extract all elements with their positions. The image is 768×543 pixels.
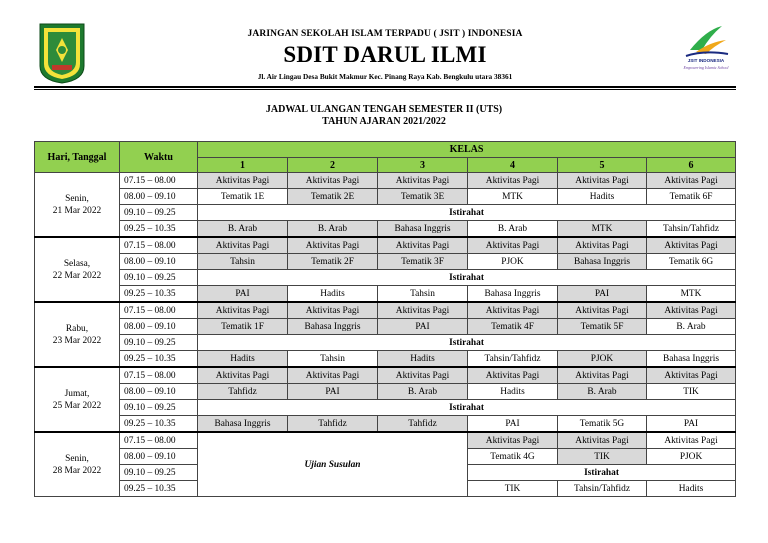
subject-cell: Aktivitas Pagi bbox=[378, 237, 468, 254]
time-cell: 08.00 – 09.10 bbox=[120, 449, 198, 465]
subject-cell: B. Arab bbox=[468, 221, 558, 238]
table-row bbox=[35, 205, 736, 221]
table-row bbox=[35, 400, 736, 416]
subject-cell: Tematik 5G bbox=[558, 416, 647, 433]
col-header-class-4: 4 bbox=[468, 158, 558, 173]
table-row bbox=[35, 173, 736, 189]
jsit-brand-text: JSIT INDONESIA bbox=[687, 58, 725, 63]
table-row bbox=[35, 221, 736, 238]
subject-cell: Aktivitas Pagi bbox=[647, 237, 736, 254]
subject-cell: Tematik 6G bbox=[647, 254, 736, 270]
letterhead bbox=[0, 0, 768, 100]
time-cell: 09.25 – 10.35 bbox=[120, 416, 198, 433]
title-line-1: JADWAL ULANGAN TENGAH SEMESTER II (UTS) bbox=[265, 104, 503, 115]
subject-cell: Aktivitas Pagi bbox=[378, 367, 468, 384]
subject-cell: PAI bbox=[288, 384, 378, 400]
subject-cell: Aktivitas Pagi bbox=[288, 367, 378, 384]
subject-cell: PAI bbox=[558, 286, 647, 303]
table-row bbox=[35, 189, 736, 205]
table-row bbox=[35, 286, 736, 303]
subject-cell: Tahfidz bbox=[198, 384, 288, 400]
day-date-cell bbox=[35, 173, 120, 238]
time-cell: 08.00 – 09.10 bbox=[120, 319, 198, 335]
time-cell: 09.25 – 10.35 bbox=[120, 286, 198, 303]
subject-cell: Aktivitas Pagi bbox=[198, 237, 288, 254]
subject-cell: TIK bbox=[647, 384, 736, 400]
day-date-line: Jumat, bbox=[64, 388, 90, 399]
time-cell: 07.15 – 08.00 bbox=[120, 173, 198, 189]
subject-cell: Aktivitas Pagi bbox=[378, 302, 468, 319]
jsit-tagline: Empowering Islamic School bbox=[683, 65, 729, 70]
subject-cell: Bahasa Inggris bbox=[468, 286, 558, 303]
table-row bbox=[35, 384, 736, 400]
subject-cell: B. Arab bbox=[378, 384, 468, 400]
day-date-line: Selasa, bbox=[63, 258, 91, 269]
subject-cell: Aktivitas Pagi bbox=[558, 432, 647, 449]
subject-cell: TIK bbox=[468, 481, 558, 497]
subject-cell: Tematik 5F bbox=[558, 319, 647, 335]
subject-cell: Aktivitas Pagi bbox=[647, 173, 736, 189]
subject-cell: Bahasa Inggris bbox=[378, 221, 468, 238]
time-cell: 07.15 – 08.00 bbox=[120, 432, 198, 449]
subject-cell: Tematik 3E bbox=[378, 189, 468, 205]
time-cell: 08.00 – 09.10 bbox=[120, 384, 198, 400]
col-header-class-3: 3 bbox=[378, 158, 468, 173]
subject-cell: Tematik 1E bbox=[198, 189, 288, 205]
document-title bbox=[184, 104, 584, 128]
jsit-swoosh-icon bbox=[676, 20, 736, 60]
time-cell: 09.10 – 09.25 bbox=[120, 270, 198, 286]
day-date-cell bbox=[35, 302, 120, 367]
istirahat-cell: Istirahat bbox=[198, 205, 736, 221]
header-rule-thin bbox=[34, 89, 736, 90]
subject-cell: Aktivitas Pagi bbox=[647, 367, 736, 384]
istirahat-cell: Istirahat bbox=[198, 335, 736, 351]
day-date-line: 23 Mar 2022 bbox=[52, 335, 102, 346]
col-header-time: Waktu bbox=[120, 142, 198, 173]
day-date-cell bbox=[35, 367, 120, 432]
table-row bbox=[35, 432, 736, 449]
subject-cell: Bahasa Inggris bbox=[558, 254, 647, 270]
col-header-kelas: KELAS bbox=[198, 142, 736, 158]
subject-cell: Aktivitas Pagi bbox=[468, 302, 558, 319]
subject-cell: Aktivitas Pagi bbox=[288, 173, 378, 189]
day-date-cell bbox=[35, 432, 120, 497]
time-cell: 09.10 – 09.25 bbox=[120, 205, 198, 221]
jsit-logo bbox=[676, 20, 736, 78]
table-row bbox=[35, 367, 736, 384]
ujian-susulan-cell: Ujian Susulan bbox=[198, 432, 468, 497]
subject-cell: Aktivitas Pagi bbox=[468, 173, 558, 189]
day-date-line: 28 Mar 2022 bbox=[52, 465, 102, 476]
time-cell: 09.10 – 09.25 bbox=[120, 465, 198, 481]
subject-cell: Tahsin bbox=[198, 254, 288, 270]
subject-cell: Tematik 6F bbox=[647, 189, 736, 205]
subject-cell: Aktivitas Pagi bbox=[198, 302, 288, 319]
day-date-line: Rabu, bbox=[65, 323, 89, 334]
subject-cell: Tahsin/Tahfidz bbox=[558, 481, 647, 497]
day-date-line: 21 Mar 2022 bbox=[52, 205, 102, 216]
time-cell: 09.10 – 09.25 bbox=[120, 335, 198, 351]
subject-cell: PAI bbox=[647, 416, 736, 433]
time-cell: 07.15 – 08.00 bbox=[120, 237, 198, 254]
subject-cell: Aktivitas Pagi bbox=[558, 302, 647, 319]
table-row bbox=[35, 237, 736, 254]
subject-cell: Tahsin bbox=[288, 351, 378, 368]
istirahat-cell: Istirahat bbox=[198, 400, 736, 416]
day-date-line: Senin, bbox=[65, 453, 89, 464]
subject-cell: Aktivitas Pagi bbox=[558, 173, 647, 189]
subject-cell: Tematik 4G bbox=[468, 449, 558, 465]
time-cell: 08.00 – 09.10 bbox=[120, 254, 198, 270]
subject-cell: Aktivitas Pagi bbox=[558, 237, 647, 254]
subject-cell: PAI bbox=[378, 319, 468, 335]
subject-cell: Bahasa Inggris bbox=[647, 351, 736, 368]
subject-cell: Aktivitas Pagi bbox=[198, 173, 288, 189]
istirahat-cell: Istirahat bbox=[468, 465, 736, 481]
time-cell: 09.25 – 10.35 bbox=[120, 481, 198, 497]
school-emblem-logo bbox=[38, 22, 86, 84]
istirahat-cell: Istirahat bbox=[198, 270, 736, 286]
subject-cell: Tematik 3F bbox=[378, 254, 468, 270]
subject-cell: Hadits bbox=[378, 351, 468, 368]
subject-cell: Hadits bbox=[647, 481, 736, 497]
table-row bbox=[35, 319, 736, 335]
time-cell: 09.25 – 10.35 bbox=[120, 351, 198, 368]
day-date-line: 25 Mar 2022 bbox=[52, 400, 102, 411]
subject-cell: Hadits bbox=[288, 286, 378, 303]
subject-cell: PAI bbox=[468, 416, 558, 433]
subject-cell: Aktivitas Pagi bbox=[647, 302, 736, 319]
subject-cell: Tematik 4F bbox=[468, 319, 558, 335]
table-row bbox=[35, 351, 736, 368]
subject-cell: PJOK bbox=[647, 449, 736, 465]
subject-cell: PJOK bbox=[558, 351, 647, 368]
subject-cell: Bahasa Inggris bbox=[288, 319, 378, 335]
day-date-line: 22 Mar 2022 bbox=[52, 270, 102, 281]
subject-cell: Tahsin/Tahfidz bbox=[647, 221, 736, 238]
col-header-class-1: 1 bbox=[198, 158, 288, 173]
subject-cell: Tematik 2F bbox=[288, 254, 378, 270]
subject-cell: Aktivitas Pagi bbox=[468, 367, 558, 384]
table-row bbox=[35, 302, 736, 319]
subject-cell: Aktivitas Pagi bbox=[647, 432, 736, 449]
subject-cell: MTK bbox=[468, 189, 558, 205]
time-cell: 07.15 – 08.00 bbox=[120, 302, 198, 319]
subject-cell: PJOK bbox=[468, 254, 558, 270]
day-date-line: Senin, bbox=[65, 193, 89, 204]
subject-cell: Hadits bbox=[468, 384, 558, 400]
subject-cell: TIK bbox=[558, 449, 647, 465]
subject-cell: Hadits bbox=[558, 189, 647, 205]
subject-cell: B. Arab bbox=[198, 221, 288, 238]
col-header-class-5: 5 bbox=[558, 158, 647, 173]
subject-cell: Hadits bbox=[198, 351, 288, 368]
day-date-cell bbox=[35, 237, 120, 302]
subject-cell: Tahsin bbox=[378, 286, 468, 303]
subject-cell: Tahfidz bbox=[288, 416, 378, 433]
subject-cell: MTK bbox=[647, 286, 736, 303]
time-cell: 08.00 – 09.10 bbox=[120, 189, 198, 205]
title-line-2: TAHUN AJARAN 2021/2022 bbox=[322, 116, 446, 127]
subject-cell: Aktivitas Pagi bbox=[468, 237, 558, 254]
network-name: JARINGAN SEKOLAH ISLAM TERPADU ( JSIT ) INDONESIA bbox=[247, 29, 523, 39]
subject-cell: Tematik 1F bbox=[198, 319, 288, 335]
table-row bbox=[35, 335, 736, 351]
col-header-day: Hari, Tanggal bbox=[35, 142, 120, 173]
time-cell: 09.25 – 10.35 bbox=[120, 221, 198, 238]
time-cell: 09.10 – 09.25 bbox=[120, 400, 198, 416]
time-cell: 07.15 – 08.00 bbox=[120, 367, 198, 384]
school-address: Jl. Air Lingau Desa Bukit Makmur Kec. Pinang Raya Kab. Bengkulu utara 38361 bbox=[257, 72, 513, 81]
subject-cell: PAI bbox=[198, 286, 288, 303]
table-row bbox=[35, 254, 736, 270]
subject-cell: Bahasa Inggris bbox=[198, 416, 288, 433]
subject-cell: Aktivitas Pagi bbox=[198, 367, 288, 384]
subject-cell: B. Arab bbox=[647, 319, 736, 335]
col-header-class-2: 2 bbox=[288, 158, 378, 173]
subject-cell: Aktivitas Pagi bbox=[468, 432, 558, 449]
subject-cell: B. Arab bbox=[288, 221, 378, 238]
header-rule bbox=[34, 86, 736, 88]
exam-schedule-table bbox=[34, 141, 736, 497]
subject-cell: MTK bbox=[558, 221, 647, 238]
subject-cell: B. Arab bbox=[558, 384, 647, 400]
subject-cell: Tahfidz bbox=[378, 416, 468, 433]
subject-cell: Aktivitas Pagi bbox=[558, 367, 647, 384]
school-name: SDIT DARUL ILMI bbox=[283, 42, 487, 67]
table-row bbox=[35, 416, 736, 433]
subject-cell: Aktivitas Pagi bbox=[288, 237, 378, 254]
subject-cell: Aktivitas Pagi bbox=[378, 173, 468, 189]
subject-cell: Aktivitas Pagi bbox=[288, 302, 378, 319]
subject-cell: Tahsin/Tahfidz bbox=[468, 351, 558, 368]
table-row bbox=[35, 270, 736, 286]
col-header-class-6: 6 bbox=[647, 158, 736, 173]
subject-cell: Tematik 2E bbox=[288, 189, 378, 205]
